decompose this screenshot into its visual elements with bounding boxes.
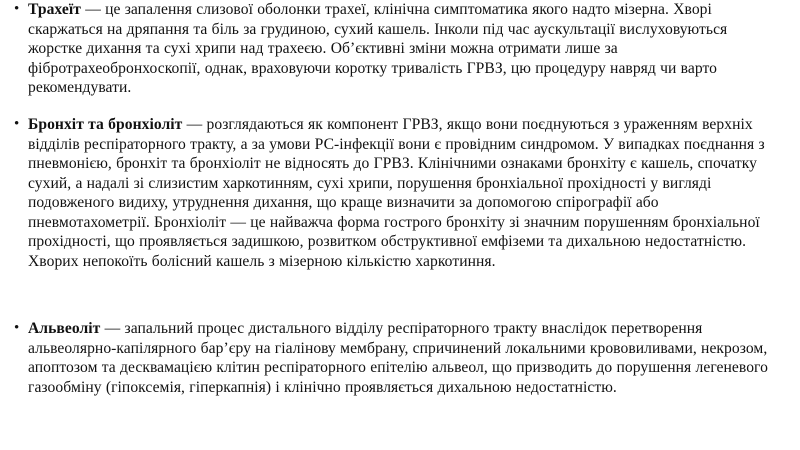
paragraph-bronchitis bbox=[28, 115, 776, 271]
bullet-marker: • bbox=[14, 116, 20, 132]
term-alveolitis: Альвеоліт bbox=[28, 320, 101, 337]
definition-tracheitis: — це запалення слизової оболонки трахеї, клінічна симптоматика якого надто мізерна. Хворі скаржаться на дряпання та біль за грудиною, сухий кашель. Інколи під час аускультації вислуховуються жорстке дихання та сухі хрипи над трахеєю. Об’єктивні зміни можна отримати лише за фібротрахеобронхоскопії, однак, враховуючи коротку тривалість ГРВЗ, цю процедуру навряд чи варто рекомендувати. bbox=[28, 1, 728, 96]
definition-bronchitis: — розглядаються як компонент ГРВЗ, якщо вони поєднуються з ураженням верхніх відділів респіраторного тракту, а за умови РС-інфекції вони є провідним синдромом. У випадках поєднання з пневмонією, бронхіт та бронхіоліт не відносять до ГРВЗ. Клінічними ознаками бронхіту є кашель, спочатку сухий, а надалі зі слизистим харкотинням, сухі хрипи, порушення бронхіальної прохідності у вигляді подовженого видиху, утруднення дихання, що краще визначити за допомогою спірографії або пневмотахометрії. Бронхіоліт — це найважча форма гострого бронхіту зі значним порушенням бронхіальної прохідності, що проявляється задишкою, розвитком обструктивної емфіземи та дихальною недостатністю. Хворих непокоїть болісний кашель з мізерною кількістю харкотиння. bbox=[28, 116, 765, 270]
definition-alveolitis: — запальний процес дистального відділу респіраторного тракту внаслідок перетворення альвеолярно-капілярного бар’єру на гіалінову мембрану, спричинений локальними крововиливами, некрозом, апоптозом та десквамацією клітин респіраторного епітелію альвеол, що призводить до порушення легеневого газообміну (гіпоксемія, гіперкапнія) і клінічно проявляється дихальною недостатністю. bbox=[28, 320, 768, 396]
term-tracheitis: Трахеїт bbox=[28, 1, 81, 18]
paragraph-tracheitis bbox=[28, 0, 776, 98]
term-bronchitis: Бронхіт та бронхіоліт bbox=[28, 116, 183, 133]
bullet-marker: • bbox=[14, 1, 20, 17]
paragraph-alveolitis bbox=[28, 319, 776, 397]
bullet-marker: • bbox=[14, 320, 20, 336]
bullet-item-bronchitis bbox=[14, 115, 776, 271]
bullet-item-alveolitis bbox=[14, 319, 776, 397]
bullet-item-tracheitis bbox=[14, 0, 776, 98]
